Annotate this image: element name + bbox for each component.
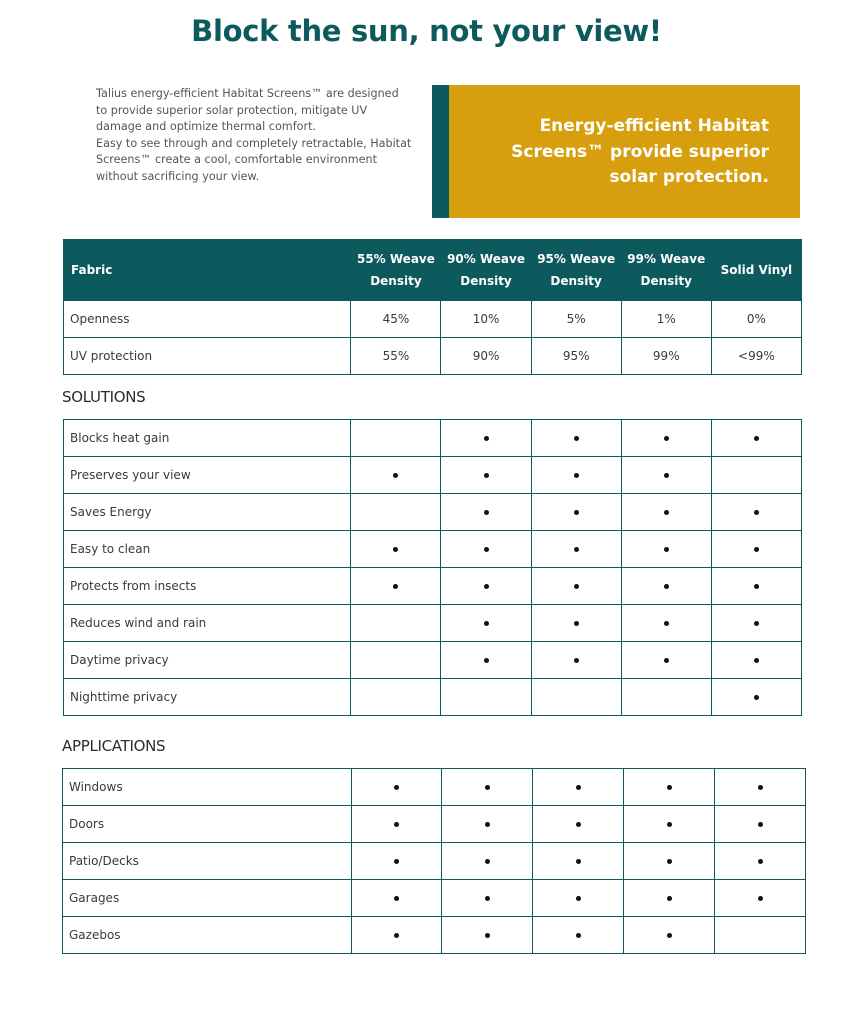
bullet-dot-icon [485, 896, 490, 901]
mark-cell [621, 420, 711, 457]
mark-cell [531, 568, 621, 605]
bullet-dot-icon [754, 621, 759, 626]
bullet-dot-icon [485, 859, 490, 864]
bullet-dot-icon [576, 859, 581, 864]
mark-cell [441, 679, 531, 716]
mark-cell [351, 642, 441, 679]
header-99-weave: 99% Weave Density [621, 240, 711, 301]
mark-cell [352, 917, 442, 954]
mark-cell [624, 843, 715, 880]
table-header-row [64, 240, 802, 301]
bullet-dot-icon [394, 859, 399, 864]
table-row [64, 568, 802, 605]
mark-cell [711, 679, 801, 716]
table-row [63, 806, 806, 843]
mark-cell [441, 568, 531, 605]
mark-cell [442, 769, 533, 806]
intro-paragraph-2: Easy to see through and completely retractable, Habitat Screens™ create a cool, comfortable environment without sacrificing your view. [96, 136, 412, 183]
row-label: Openness [64, 301, 351, 338]
mark-cell [352, 806, 442, 843]
bullet-dot-icon [576, 822, 581, 827]
mark-cell [531, 457, 621, 494]
mark-cell [351, 679, 441, 716]
bullet-dot-icon [667, 785, 672, 790]
bullet-dot-icon [484, 547, 489, 552]
mark-cell [441, 457, 531, 494]
row-label: Easy to clean [64, 531, 351, 568]
mark-cell [621, 568, 711, 605]
mark-cell [621, 605, 711, 642]
mark-cell [351, 531, 441, 568]
table-row [64, 457, 802, 494]
bullet-dot-icon [393, 584, 398, 589]
mark-cell [715, 843, 806, 880]
bullet-dot-icon [394, 896, 399, 901]
mark-cell [531, 531, 621, 568]
bullet-dot-icon [574, 473, 579, 478]
table-row [63, 917, 806, 954]
mark-cell [352, 769, 442, 806]
fabric-specs-table [63, 239, 802, 375]
mark-cell [533, 769, 624, 806]
bullet-dot-icon [664, 584, 669, 589]
bullet-dot-icon [485, 785, 490, 790]
mark-cell [441, 642, 531, 679]
mark-cell [352, 843, 442, 880]
page-headline: Block the sun, not your view! [191, 14, 662, 48]
mark-cell [533, 880, 624, 917]
bullet-dot-icon [484, 436, 489, 441]
bullet-dot-icon [574, 584, 579, 589]
value-cell: 5% [531, 301, 621, 338]
bullet-dot-icon [484, 621, 489, 626]
bullet-dot-icon [393, 547, 398, 552]
mark-cell [441, 531, 531, 568]
row-label: UV protection [64, 338, 351, 375]
mark-cell [621, 494, 711, 531]
mark-cell [715, 917, 806, 954]
mark-cell [442, 843, 533, 880]
row-label: Doors [63, 806, 352, 843]
mark-cell [441, 420, 531, 457]
bullet-dot-icon [484, 473, 489, 478]
mark-cell [531, 494, 621, 531]
bullet-dot-icon [758, 785, 763, 790]
bullet-dot-icon [484, 510, 489, 515]
row-label: Windows [63, 769, 352, 806]
mark-cell [351, 568, 441, 605]
bullet-dot-icon [664, 473, 669, 478]
bullet-dot-icon [574, 658, 579, 663]
mark-cell [351, 605, 441, 642]
table-row [64, 605, 802, 642]
bullet-dot-icon [484, 658, 489, 663]
mark-cell [441, 605, 531, 642]
mark-cell [531, 605, 621, 642]
table-row [63, 880, 806, 917]
bullet-dot-icon [485, 933, 490, 938]
mark-cell [351, 457, 441, 494]
value-cell: 45% [351, 301, 441, 338]
mark-cell [442, 880, 533, 917]
mark-cell [711, 568, 801, 605]
row-label: Gazebos [63, 917, 352, 954]
bullet-dot-icon [754, 547, 759, 552]
mark-cell [621, 642, 711, 679]
bullet-dot-icon [576, 896, 581, 901]
bullet-dot-icon [758, 859, 763, 864]
bullet-dot-icon [754, 584, 759, 589]
row-label: Protects from insects [64, 568, 351, 605]
bullet-dot-icon [394, 933, 399, 938]
callout-box [449, 85, 800, 218]
mark-cell [624, 880, 715, 917]
row-label: Patio/Decks [63, 843, 352, 880]
bullet-dot-icon [664, 658, 669, 663]
value-cell: 99% [621, 338, 711, 375]
bullet-dot-icon [667, 896, 672, 901]
table-row [64, 338, 802, 375]
mark-cell [711, 420, 801, 457]
bullet-dot-icon [664, 436, 669, 441]
bullet-dot-icon [667, 933, 672, 938]
table-row [64, 642, 802, 679]
mark-cell [621, 679, 711, 716]
mark-cell [531, 679, 621, 716]
solutions-table [63, 419, 802, 716]
table-row [64, 494, 802, 531]
mark-cell [624, 806, 715, 843]
mark-cell [715, 880, 806, 917]
bullet-dot-icon [393, 473, 398, 478]
row-label: Saves Energy [64, 494, 351, 531]
table-row [64, 420, 802, 457]
bullet-dot-icon [485, 822, 490, 827]
header-95-weave: 95% Weave Density [531, 240, 621, 301]
bullet-dot-icon [484, 584, 489, 589]
value-cell: 0% [711, 301, 801, 338]
mark-cell [441, 494, 531, 531]
bullet-dot-icon [754, 658, 759, 663]
value-cell: 10% [441, 301, 531, 338]
mark-cell [621, 457, 711, 494]
mark-cell [531, 420, 621, 457]
bullet-dot-icon [664, 621, 669, 626]
mark-cell [533, 806, 624, 843]
callout-accent-bar [432, 85, 449, 218]
bullet-dot-icon [667, 822, 672, 827]
table-row [64, 679, 802, 716]
mark-cell [352, 880, 442, 917]
header-solid-vinyl: Solid Vinyl [711, 240, 801, 301]
mark-cell [351, 420, 441, 457]
value-cell: 90% [441, 338, 531, 375]
intro-text [96, 86, 412, 185]
bullet-dot-icon [664, 547, 669, 552]
table-row [63, 769, 806, 806]
solutions-heading: SOLUTIONS [62, 388, 146, 406]
row-label: Daytime privacy [64, 642, 351, 679]
row-label: Blocks heat gain [64, 420, 351, 457]
bullet-dot-icon [576, 933, 581, 938]
value-cell: <99% [711, 338, 801, 375]
row-label: Nighttime privacy [64, 679, 351, 716]
value-cell: 95% [531, 338, 621, 375]
bullet-dot-icon [754, 510, 759, 515]
applications-table [62, 768, 806, 954]
mark-cell [442, 917, 533, 954]
mark-cell [442, 806, 533, 843]
row-label: Preserves your view [64, 457, 351, 494]
bullet-dot-icon [394, 822, 399, 827]
row-label: Garages [63, 880, 352, 917]
mark-cell [711, 494, 801, 531]
mark-cell [711, 642, 801, 679]
bullet-dot-icon [574, 621, 579, 626]
mark-cell [533, 843, 624, 880]
mark-cell [711, 605, 801, 642]
callout-text: Energy-efficient Habitat Screens™ provide superior solar protection. [511, 116, 769, 187]
row-label: Reduces wind and rain [64, 605, 351, 642]
header-55-weave: 55% Weave Density [351, 240, 441, 301]
applications-heading: APPLICATIONS [62, 737, 166, 755]
table-row [63, 843, 806, 880]
mark-cell [711, 531, 801, 568]
bullet-dot-icon [754, 695, 759, 700]
mark-cell [711, 457, 801, 494]
mark-cell [624, 917, 715, 954]
bullet-dot-icon [758, 896, 763, 901]
header-fabric: Fabric [64, 240, 351, 301]
value-cell: 1% [621, 301, 711, 338]
bullet-dot-icon [664, 510, 669, 515]
mark-cell [715, 769, 806, 806]
bullet-dot-icon [574, 436, 579, 441]
value-cell: 55% [351, 338, 441, 375]
mark-cell [533, 917, 624, 954]
bullet-dot-icon [754, 436, 759, 441]
mark-cell [351, 494, 441, 531]
table-row [64, 531, 802, 568]
header-90-weave: 90% Weave Density [441, 240, 531, 301]
bullet-dot-icon [667, 859, 672, 864]
mark-cell [621, 531, 711, 568]
mark-cell [624, 769, 715, 806]
bullet-dot-icon [574, 547, 579, 552]
bullet-dot-icon [574, 510, 579, 515]
bullet-dot-icon [394, 785, 399, 790]
bullet-dot-icon [576, 785, 581, 790]
table-row [64, 301, 802, 338]
mark-cell [715, 806, 806, 843]
intro-paragraph-1: Talius energy-efficient Habitat Screens™ are designed to provide superior solar protection, mitigate UV damage and optimize thermal comfort. [96, 87, 399, 133]
bullet-dot-icon [758, 822, 763, 827]
mark-cell [531, 642, 621, 679]
